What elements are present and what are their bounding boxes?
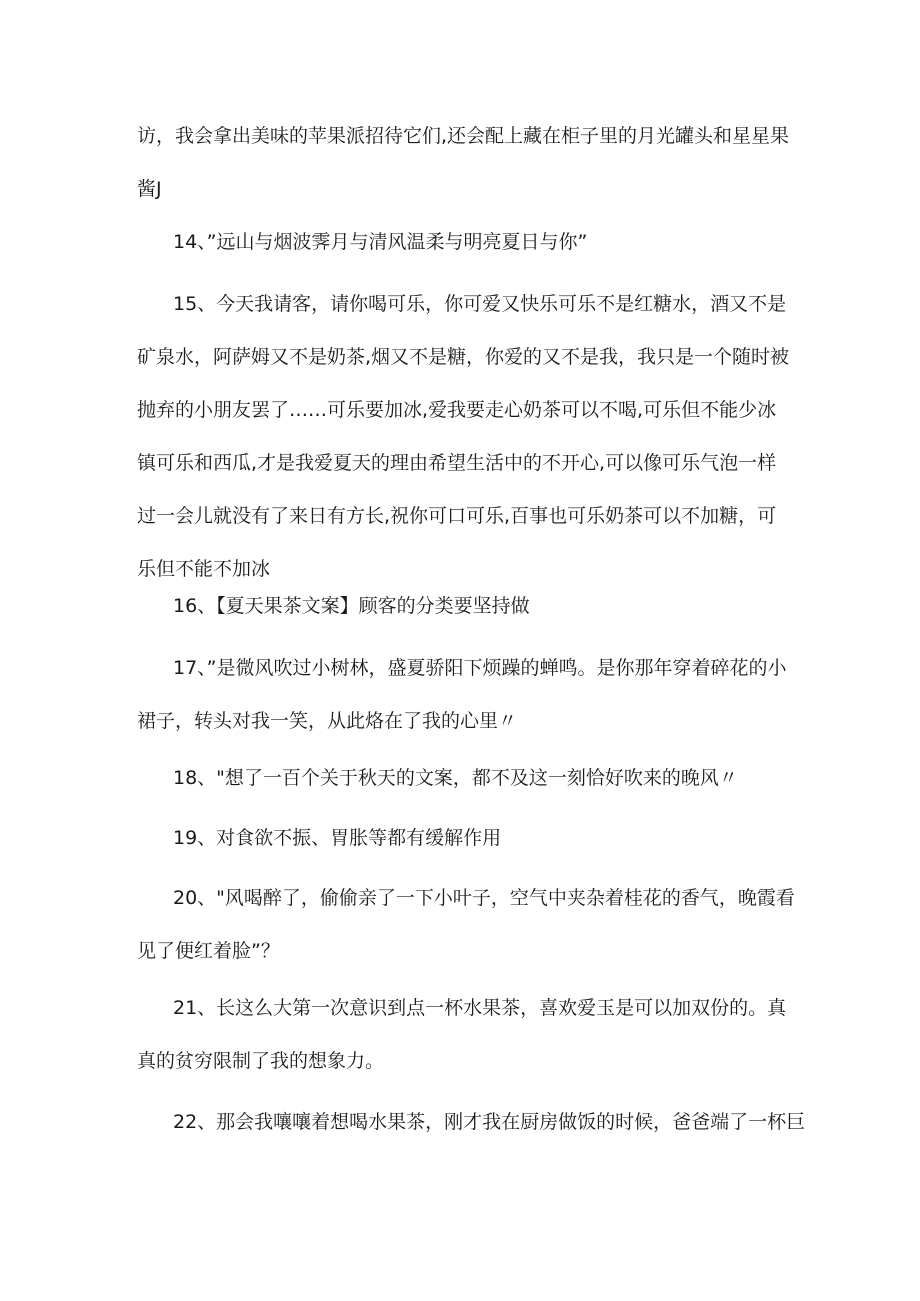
text-line: 抛弃的小朋友罢了……可乐要加冰,爱我要走心奶茶可以不喝,可乐但不能少冰 <box>137 399 777 421</box>
text-line: 酱J <box>137 178 162 200</box>
paragraph-16 <box>137 580 787 633</box>
text-line: 22、那会我嚷嚷着想喝水果茶，刚才我在厨房做饭的时候，爸爸端了一杯巨 <box>173 1111 806 1133</box>
text-line: 镇可乐和西瓜,才是我爱夏天的理由希望生活中的不开心,可以像可乐气泡一样 <box>137 452 777 474</box>
paragraph-17 <box>137 642 787 748</box>
text-line: 18、"想了一百个关于秋天的文案，都不及这一刻恰好吹来的晚风〃 <box>173 767 738 789</box>
paragraph-13-continued <box>137 110 790 216</box>
text-line: 17、”是微风吹过小树林，盛夏骄阳下烦躁的蝉鸣。是你那年穿着碎花的小 <box>173 657 787 679</box>
text-line: 矿泉水，阿萨姆又不是奶茶,烟又不是糖，你爱的又不是我，我只是一个随时被 <box>137 346 790 368</box>
text-line: 16、【夏天果茶文案】顾客的分类要坚持做 <box>173 595 530 617</box>
text-line: 20、"风喝醉了，偷偷亲了一下小叶子，空气中夹杂着桂花的香气，晚霞看 <box>173 887 795 909</box>
text-line: 14、”远山与烟波霁月与清风温柔与明亮夏日与你” <box>173 231 588 253</box>
text-line: 19、对食欲不振、胃胀等都有缓解作用 <box>173 827 502 849</box>
text-line: 乐但不能不加冰 <box>137 558 271 580</box>
paragraph-14 <box>137 216 787 269</box>
paragraph-15 <box>137 278 790 596</box>
paragraph-19 <box>137 812 787 865</box>
paragraph-18 <box>137 752 787 805</box>
text-line: 裙子，转头对我一笑，从此烙在了我的心里〃 <box>137 710 518 732</box>
paragraph-22 <box>137 1096 806 1149</box>
paragraph-20 <box>137 872 795 978</box>
text-line: 15、今天我请客，请你喝可乐，你可爱又快乐可乐不是红糖水，酒又不是 <box>173 293 787 315</box>
paragraph-21 <box>137 982 787 1088</box>
text-line: 见了便红着脸”？ <box>137 940 280 962</box>
text-line: 21、长这么大第一次意识到点一杯水果茶，喜欢爱玉是可以加双份的。真 <box>173 997 787 1019</box>
text-line: 过一会儿就没有了来日有方长,祝你可口可乐,百事也可乐奶茶可以不加糖，可 <box>137 505 777 527</box>
text-line: 真的贫穷限制了我的想象力。 <box>137 1050 385 1072</box>
text-line: 访，我会拿出美味的苹果派招待它们,还会配上藏在柜子里的月光罐头和星星果 <box>137 125 790 147</box>
